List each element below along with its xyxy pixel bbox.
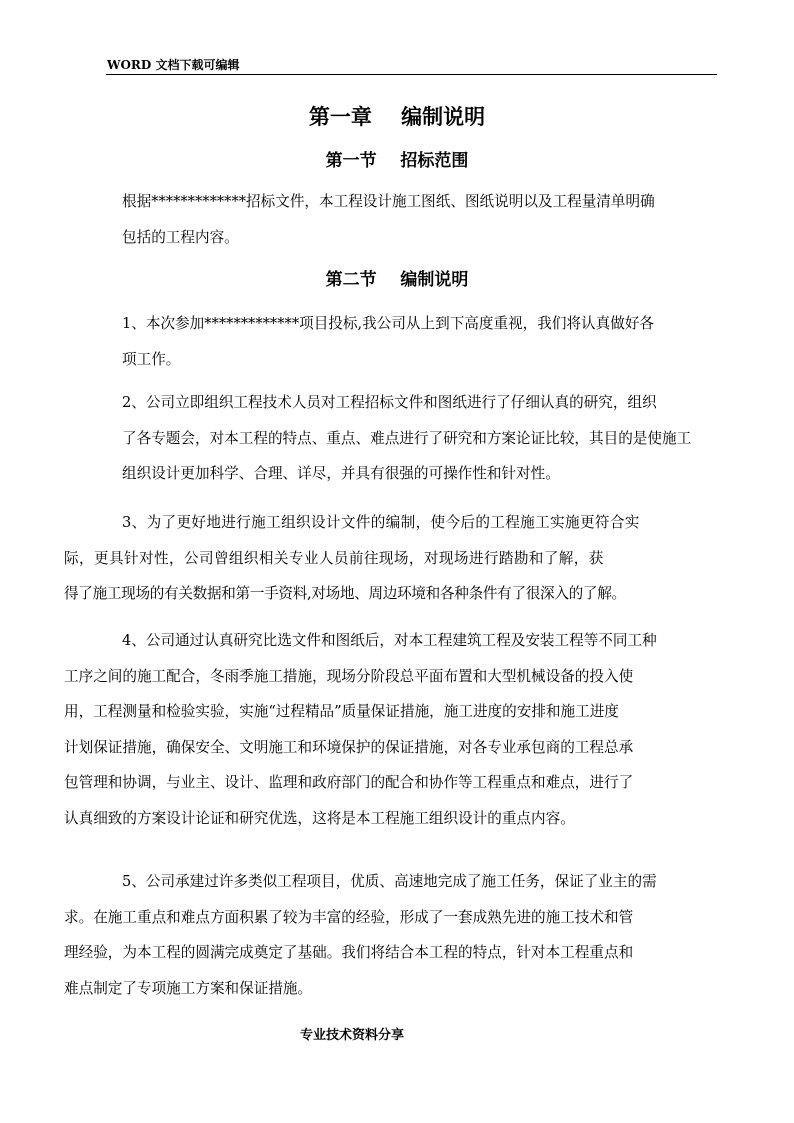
- paragraph-item-1: [93, 306, 715, 377]
- paragraph-line: 工序之间的施工配合，冬雨季施工措施，现场分阶段总平面布置和大型机械设备的投入使: [64, 667, 634, 685]
- paragraph-line: 际，更具针对性，公司曾组织相关专业人员前往现场，对现场进行踏勘和了解，获: [64, 549, 604, 567]
- section-title-bid-scope: 第一节 招标范围: [325, 151, 469, 171]
- paragraph-item-5: [64, 864, 715, 1006]
- paragraph-line: 理经验，为本工程的圆满完成奠定了基础。我们将结合本工程的特点，针对本工程重点和: [64, 944, 634, 961]
- paragraph-line: 组织设计更加科学、合理、详尽，并具有很强的可操作性和针对性。: [122, 465, 560, 482]
- header-text: WORD 文档下载可编辑: [107, 58, 240, 72]
- paragraph-item-2: [93, 385, 715, 492]
- paragraph-item-3: [64, 505, 715, 612]
- paragraph-line: 包括的工程内容。: [122, 228, 239, 246]
- page-footer: 专业技术资料分享: [300, 1028, 405, 1043]
- paragraph-line: 计划保证措施，确保安全、文明施工和环境保护的保证措施，对各专业承包商的工程总承: [64, 738, 634, 756]
- paragraph-line: 认真细致的方案设计论证和研究优选，这将是本工程施工组织设计的重点内容。: [64, 809, 575, 827]
- chapter-title: 第一章 编制说明: [308, 104, 486, 129]
- paragraph-line: 用，工程测量和检验实验，实施“过程精品”质量保证措施，施工进度的安排和施工进度: [64, 703, 619, 720]
- paragraph-line: 2、公司立即组织工程技术人员对工程招标文件和图纸进行了仔细认真的研究，组织: [122, 394, 657, 411]
- paragraph-line: 3、为了更好地进行施工组织设计文件的编制，使今后的工程施工实施更符合实: [122, 514, 640, 531]
- paragraph-bid-scope: [93, 184, 715, 255]
- paragraph-line: 得了施工现场的有关数据和第一手资料,对场地、周边环境和各种条件有了很深入的了解。: [64, 585, 626, 602]
- paragraph-line: 1、本次参加*************项目投标,我公司从上到下高度重视，我们将认真做好各: [122, 315, 655, 332]
- page-header: [106, 58, 717, 75]
- paragraph-line: 5、公司承建过许多类似工程项目，优质、高速地完成了施工任务，保证了业主的需: [122, 873, 657, 890]
- paragraph-line: 了各专题会，对本工程的特点、重点、难点进行了研究和方案论证比较，其目的是使施工: [122, 429, 692, 447]
- section-title-compilation-notes: 第二节 编制说明: [325, 270, 469, 290]
- paragraph-line: 项工作。: [122, 350, 181, 368]
- paragraph-line: 包管理和协调，与业主、设计、监理和政府部门的配合和协作等工程重点和难点，进行了: [64, 774, 634, 791]
- paragraph-line: 4、公司通过认真研究比选文件和图纸后，对本工程建筑工程及安装工程等不同工种: [122, 632, 657, 649]
- paragraph-line: 难点制定了专项施工方案和保证措施。: [64, 979, 313, 997]
- paragraph-line: 求。在施工重点和难点方面积累了较为丰富的经验，形成了一套成熟先进的施工技术和管: [64, 908, 634, 926]
- paragraph-line: 根据*************招标文件，本工程设计施工图纸、图纸说明以及工程量清单明确: [122, 193, 655, 210]
- paragraph-item-4: [64, 623, 715, 836]
